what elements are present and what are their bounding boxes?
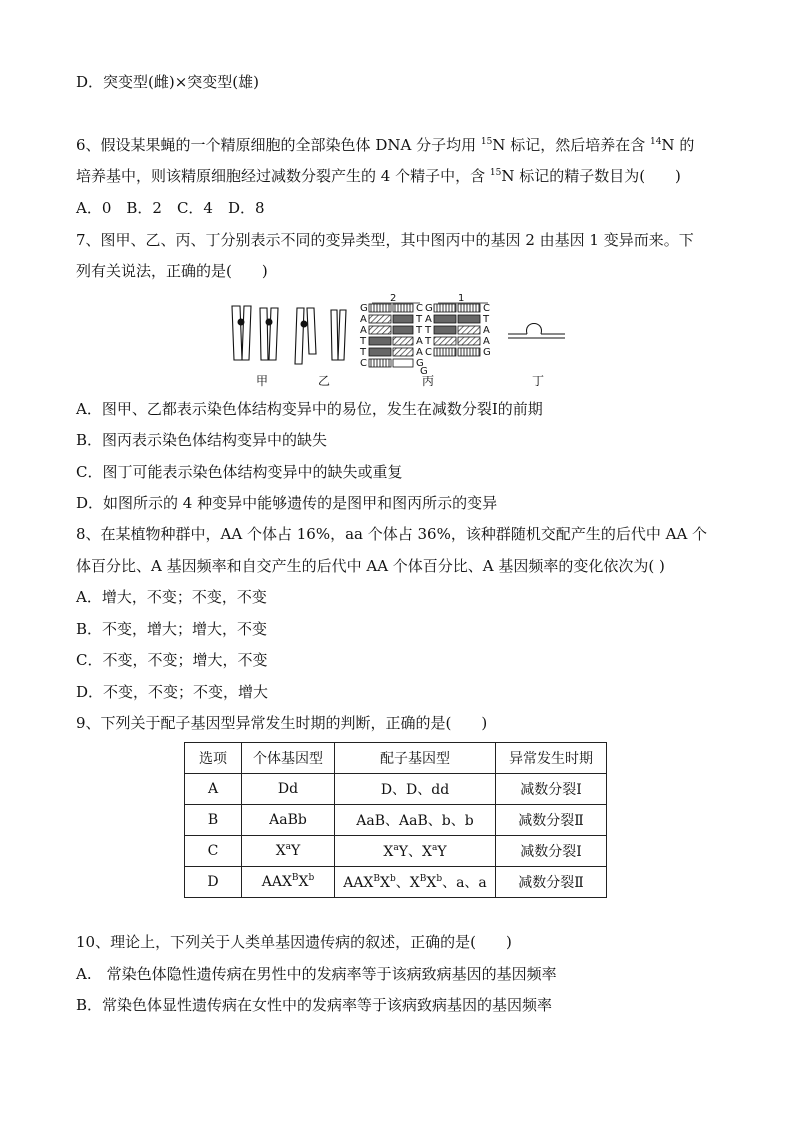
q7-option-b: B．图丙表示染色体结构变异中的缺失 bbox=[76, 431, 328, 449]
q10-option-a: A. 常染色体隐性遗传病在男性中的发病率等于该病致病基因的基因频率 bbox=[76, 965, 557, 983]
q6-stem-line2: 培养基中，则该精原细胞经过减数分裂产生的 4 个精子中，含 $^{15}$N 标记的精子数目为( ) bbox=[76, 167, 681, 185]
table-row: B AaBb AaB、AaB、b、b 减数分裂Ⅱ bbox=[185, 805, 607, 836]
dna-bottom-g: G bbox=[420, 366, 428, 377]
svg-text:G: G bbox=[425, 303, 433, 314]
q8-option-d: D．不变，不变；不变，增大 bbox=[76, 683, 269, 701]
q7-option-c: C．图丁可能表示染色体结构变异中的缺失或重复 bbox=[76, 463, 403, 481]
header-abnormal-period: 异常发生时期 bbox=[496, 743, 607, 774]
gametes-xay: $X^aY$、$X^aY$ bbox=[335, 836, 496, 867]
dna-letters-mid-right bbox=[424, 303, 433, 358]
q8-option-b: B．不变，增大；增大，不变 bbox=[76, 620, 268, 638]
svg-text:G: G bbox=[483, 347, 491, 358]
svg-text:T: T bbox=[416, 314, 423, 325]
q6-options: A．0 B．2 C．4 D．8 bbox=[76, 199, 265, 217]
label-ding: 丁 bbox=[532, 374, 545, 388]
genotype-xay: $X^aY$ bbox=[242, 836, 335, 867]
svg-text:A: A bbox=[360, 314, 367, 325]
svg-text:T: T bbox=[360, 347, 367, 358]
q10-option-b: B．常染色体显性遗传病在女性中的发病率等于该病致病基因的基因频率 bbox=[76, 996, 553, 1014]
dna-letters-left bbox=[359, 303, 368, 369]
dna-letters-mid-left bbox=[415, 303, 424, 369]
svg-text:A: A bbox=[360, 325, 367, 336]
table-row: A Dd D、D、dd 减数分裂Ⅰ bbox=[185, 774, 607, 805]
svg-text:A: A bbox=[416, 347, 423, 358]
gene-2-label: 2 bbox=[390, 293, 397, 304]
label-jia: 甲 bbox=[256, 374, 269, 388]
svg-text:C: C bbox=[360, 358, 367, 369]
svg-text:C: C bbox=[416, 303, 423, 314]
header-option: 选项 bbox=[185, 743, 242, 774]
dna-letters-right bbox=[482, 303, 491, 358]
q8-option-c: C．不变，不变；增大，不变 bbox=[76, 651, 268, 669]
svg-text:A: A bbox=[425, 314, 432, 325]
figure-yi bbox=[260, 308, 346, 364]
svg-text:T: T bbox=[425, 325, 432, 336]
dna-blocks-gene-1 bbox=[434, 304, 480, 356]
svg-text:A: A bbox=[416, 336, 423, 347]
table-row: D $AAX^BX^b$ $AAX^BX^b$、$X^BX^b$、a、a 减数分裂Ⅱ bbox=[185, 867, 607, 898]
svg-text:A: A bbox=[483, 325, 490, 336]
q9-stem: 9、下列关于配子基因型异常发生时期的判断，正确的是( ) bbox=[76, 714, 488, 732]
figure-jia bbox=[232, 306, 251, 360]
svg-text:G: G bbox=[416, 358, 424, 369]
q7-figure bbox=[220, 292, 580, 390]
q8-stem-line1: 8、在某植物种群中，AA 个体占 16%，aa 个体占 36%，该种群随机交配产生的后代中 AA 个 bbox=[76, 525, 708, 543]
q7-option-d: D．如图所示的 4 种变异中能够遗传的是图甲和图丙所示的变异 bbox=[76, 494, 498, 512]
table-row: C $X^aY$ $X^aY$、$X^aY$ 减数分裂Ⅰ bbox=[185, 836, 607, 867]
svg-text:T: T bbox=[360, 336, 367, 347]
gene-1-label: 1 bbox=[458, 293, 465, 304]
svg-text:C: C bbox=[425, 347, 432, 358]
svg-text:G: G bbox=[360, 303, 368, 314]
q7-stem-line1: 7、图甲、乙、丙、丁分别表示不同的变异类型，其中图丙中的基因 2 由基因 1 变异而来。下 bbox=[76, 231, 694, 249]
q9-table bbox=[184, 742, 607, 898]
header-individual-genotype: 个体基因型 bbox=[242, 743, 335, 774]
figure-ding bbox=[508, 324, 565, 339]
label-bing: 丙 bbox=[422, 374, 435, 388]
q8-option-a: A．增大，不变；不变，不变 bbox=[76, 588, 267, 606]
genotype-aaxbxb: $AAX^BX^b$ bbox=[242, 867, 335, 898]
gametes-aaxbxb: $AAX^BX^b$、$X^BX^b$、a、a bbox=[335, 867, 496, 898]
q7-stem-line2: 列有关说法，正确的是( ) bbox=[76, 262, 268, 280]
q6-stem-line1: 6、假设某果蝇的一个精原细胞的全部染色体 DNA 分子均用 $^{15}$N 标记，然后培养在含 $^{14}$N 的 bbox=[76, 136, 695, 154]
svg-text:A: A bbox=[483, 336, 490, 347]
svg-text:T: T bbox=[425, 336, 432, 347]
q10-stem: 10、理论上，下列关于人类单基因遗传病的叙述，正确的是( ) bbox=[76, 933, 512, 951]
q8-stem-line2: 体百分比、A 基因频率和自交产生的后代中 AA 个体百分比、A 基因频率的变化依次为( ) bbox=[76, 557, 665, 575]
dna-blocks-gene-2 bbox=[369, 304, 413, 367]
svg-text:C: C bbox=[483, 303, 490, 314]
label-yi: 乙 bbox=[318, 374, 331, 388]
q7-option-a: A．图甲、乙都表示染色体结构变异中的易位，发生在减数分裂Ⅰ的前期 bbox=[76, 400, 543, 418]
table-header-row bbox=[185, 743, 607, 774]
svg-text:T: T bbox=[483, 314, 490, 325]
svg-text:T: T bbox=[416, 325, 423, 336]
header-gamete-genotype: 配子基因型 bbox=[335, 743, 496, 774]
q5-option-d: D．突变型(雌)×突变型(雄) bbox=[76, 73, 260, 91]
